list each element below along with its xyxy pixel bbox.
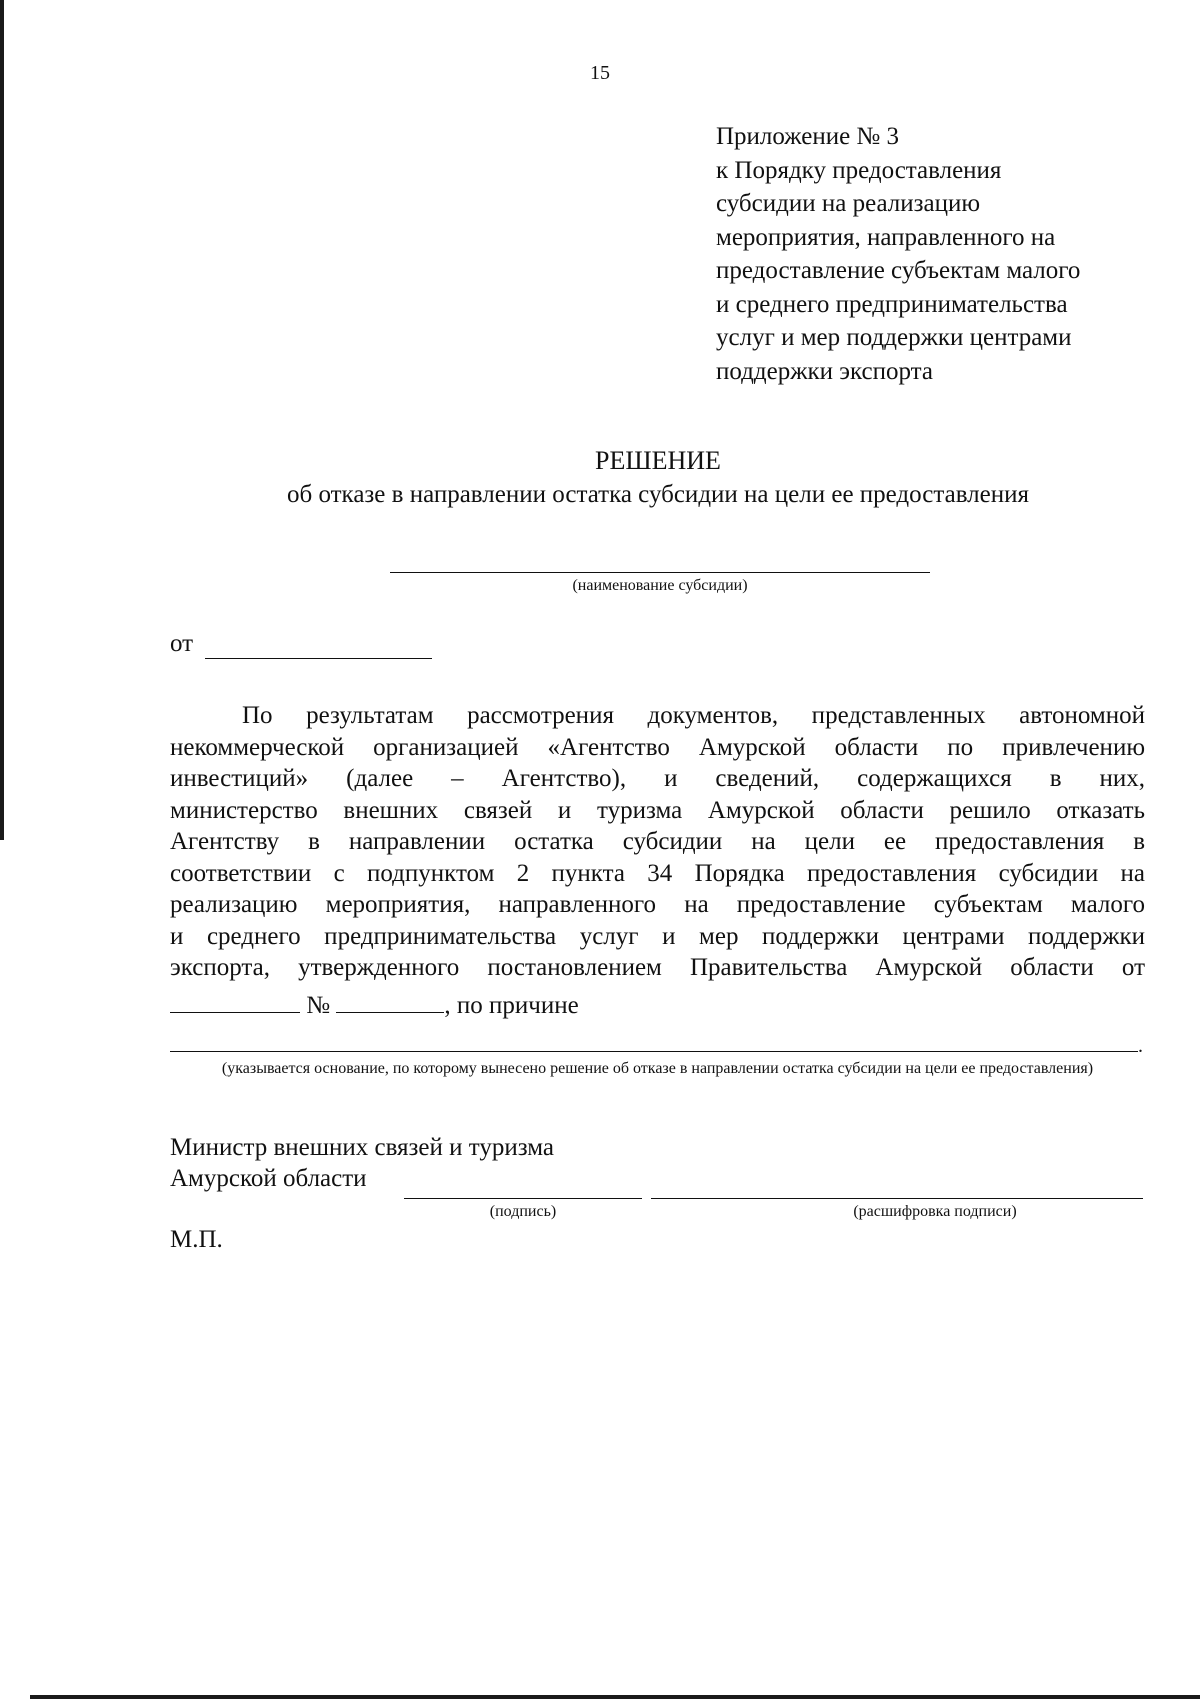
date-from-label: от [170,630,194,657]
appendix-line: поддержки экспорта [716,357,933,385]
signature-caption: (подпись) [489,1203,557,1220]
body-line: министерство внешних связей и туризма Амурской области решило отказать [170,796,1145,824]
decree-number-blank [336,990,444,1013]
page-number: 15 [590,62,610,84]
scan-edge-left [0,0,4,840]
decree-reference-line [170,990,579,1021]
decision-body [170,700,1145,984]
body-line: По результатам рассмотрения документов, представленных автономной [242,702,1145,729]
appendix-line: предоставление субъектам малого [716,257,1081,284]
appendix-line: услуг и мер поддержки центрами [716,324,1072,351]
body-line: Агентству в направлении остатка субсидии на цели ее предоставления в [170,828,1145,855]
reason-suffix: , по причине [444,992,579,1019]
minister-title [170,1132,554,1194]
document-title: РЕШЕНИЕ [595,446,721,475]
body-line: соответствии с подпунктом 2 пункта 34 Порядка предоставления субсидии на [170,859,1145,887]
decree-date-blank [170,990,300,1013]
appendix-line: субсидии на реализацию [716,190,981,217]
document-subtitle: об отказе в направлении остатка субсидии на цели ее предоставления [286,481,1030,508]
appendix-line: и среднего предпринимательства [716,290,1068,318]
minister-title-line: Амурской области [170,1165,367,1192]
appendix-block [716,120,1156,388]
number-sign: № [306,992,331,1019]
stamp-place: М.П. [170,1226,223,1253]
minister-title-line: Министр внешних связей и туризма [170,1134,555,1161]
reason-period: . [1138,1035,1143,1057]
appendix-line: Приложение № 3 [716,123,900,150]
body-line: и среднего предпринимательства услуг и мер поддержки центрами поддержки [170,922,1145,950]
signature-decoding-caption: (расшифровка подписи) [853,1203,1017,1220]
body-line: реализацию мероприятия, направленного на предоставление субъектам малого [170,891,1145,918]
subsidy-name-caption: (наименование субсидии) [572,577,748,594]
reason-caption: (указывается основание, по которому вынесено решение об отказе в направлении остатка субсидии на цели ее предоставления) [221,1060,1094,1077]
appendix-line: мероприятия, направленного на [716,223,1056,251]
subsidy-name-blank [390,572,930,573]
date-blank [205,658,432,659]
reason-blank [170,1051,1138,1052]
body-line: некоммерческой организацией «Агентство Амурской области по привлечению [170,733,1145,761]
appendix-line: к Порядку предоставления [716,156,1002,184]
body-line: инвестиций» (далее – Агентство), и сведений, содержащихся в них, [170,765,1145,792]
body-line: экспорта, утвержденного постановлением Правительства Амурской области от [170,954,1145,981]
signature-decoding-blank [651,1198,1143,1199]
scan-edge-bottom [30,1695,1200,1699]
signature-blank [404,1198,642,1199]
